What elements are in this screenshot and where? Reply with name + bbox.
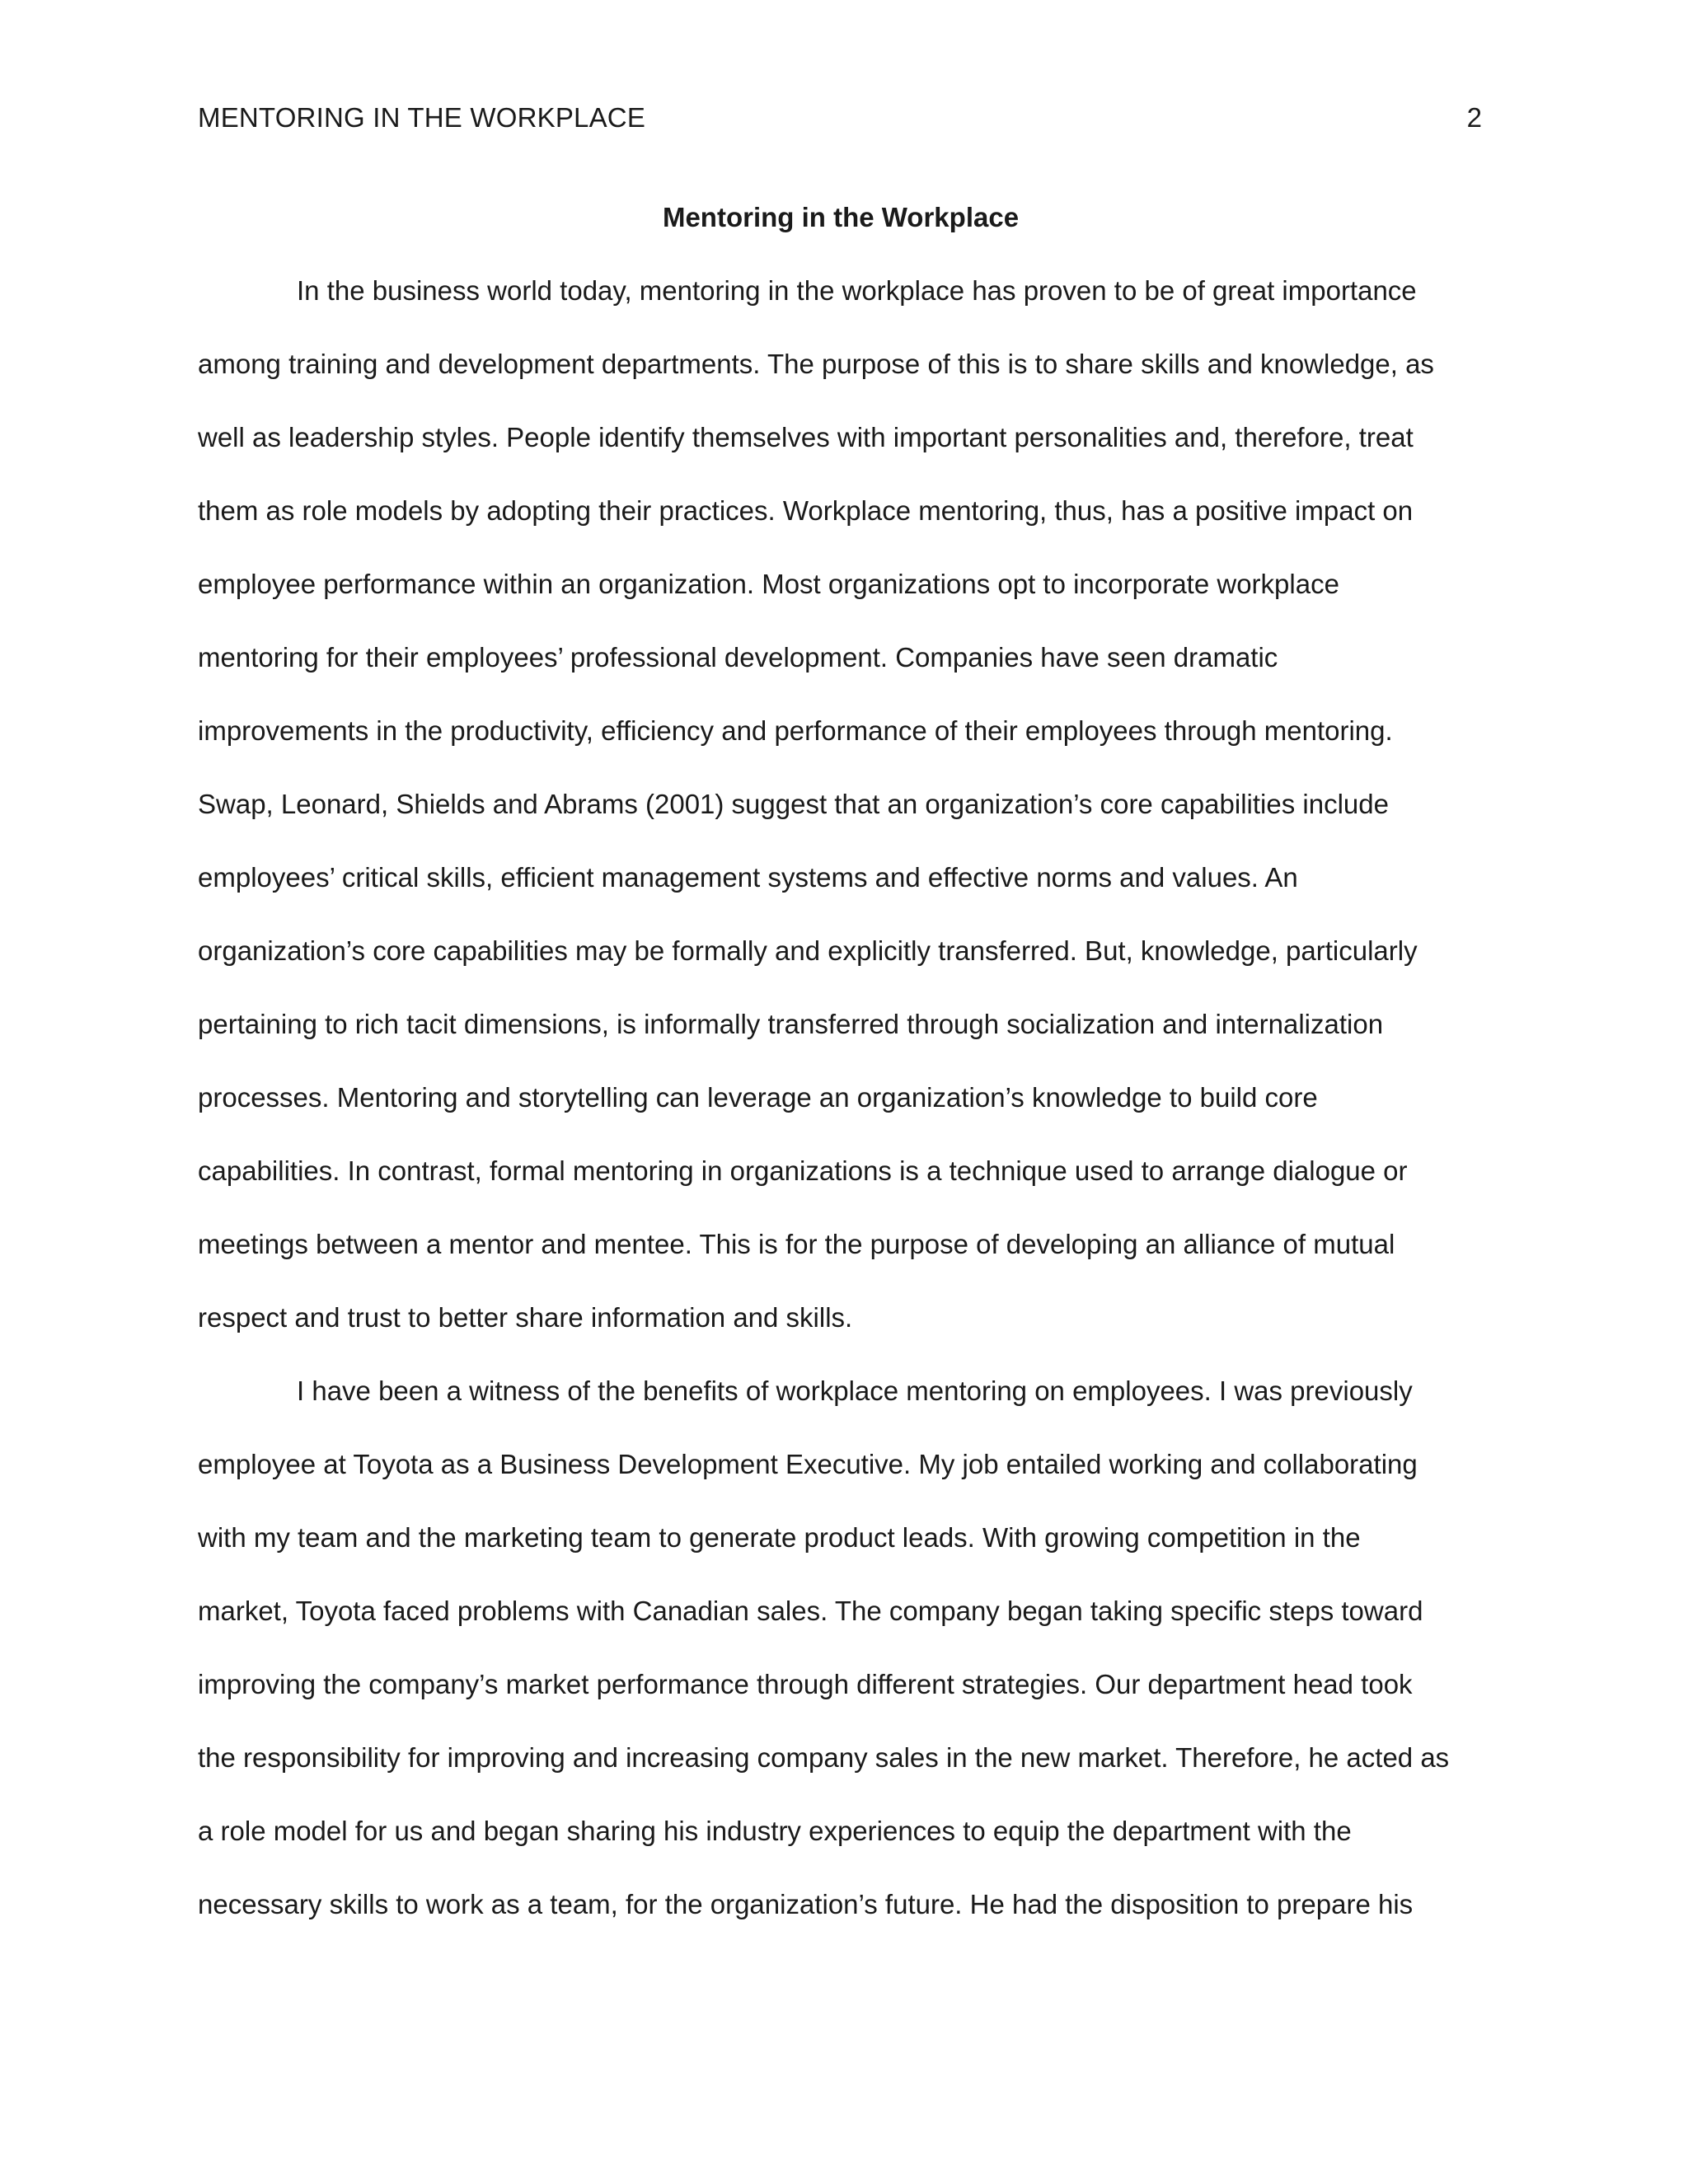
- text-line: capabilities. In contrast, formal mentoring in organizations is a technique used to arrange dialogue or: [198, 1155, 1408, 1186]
- text-line: a role model for us and began sharing his industry experiences to equip the department with the: [198, 1816, 1352, 1846]
- text-line: employees’ critical skills, efficient management systems and effective norms and values. An: [198, 862, 1298, 893]
- text-line: necessary skills to work as a team, for the organization’s future. He had the disposition to prepare his: [198, 1889, 1414, 1919]
- text-line: well as leadership styles. People identify themselves with important personalities and, therefore, treat: [198, 422, 1414, 452]
- text-line: In the business world today, mentoring in the workplace has proven to be of great importance: [297, 275, 1417, 306]
- document-title: Mentoring in the Workplace: [662, 202, 1020, 232]
- text-line: Swap, Leonard, Shields and Abrams (2001) suggest that an organization’s core capabilities include: [198, 789, 1389, 819]
- text-line: the responsibility for improving and increasing company sales in the new market. Therefore, he acted as: [198, 1742, 1450, 1773]
- running-head: MENTORING IN THE WORKPLACE: [198, 102, 646, 133]
- text-line: mentoring for their employees’ professional development. Companies have seen dramatic: [198, 642, 1278, 673]
- text-line: processes. Mentoring and storytelling can leverage an organization’s knowledge to build core: [198, 1082, 1318, 1113]
- text-line: improving the company’s market performance through different strategies. Our department head took: [198, 1669, 1413, 1699]
- text-line: them as role models by adopting their practices. Workplace mentoring, thus, has a positive impact on: [198, 495, 1414, 526]
- text-line: employee at Toyota as a Business Development Executive. My job entailed working and collaborating: [198, 1449, 1418, 1479]
- text-line: organization’s core capabilities may be formally and explicitly transferred. But, knowledge, particularly: [198, 935, 1418, 966]
- text-line: among training and development departments. The purpose of this is to share skills and knowledge, as: [198, 349, 1434, 379]
- text-line: pertaining to rich tacit dimensions, is informally transferred through socialization and internalization: [198, 1009, 1384, 1039]
- text-line: meetings between a mentor and mentee. This is for the purpose of developing an alliance of mutual: [198, 1229, 1395, 1259]
- text-line: respect and trust to better share information and skills.: [198, 1302, 853, 1333]
- text-line: market, Toyota faced problems with Canadian sales. The company began taking specific steps toward: [198, 1596, 1423, 1626]
- text-line: employee performance within an organization. Most organizations opt to incorporate workplace: [198, 569, 1339, 599]
- page-number: 2: [1466, 102, 1482, 133]
- text-line: improvements in the productivity, efficiency and performance of their employees through mentoring.: [198, 715, 1393, 746]
- text-line: with my team and the marketing team to generate product leads. With growing competition in the: [198, 1522, 1361, 1553]
- text-line: I have been a witness of the benefits of workplace mentoring on employees. I was previously: [297, 1376, 1413, 1406]
